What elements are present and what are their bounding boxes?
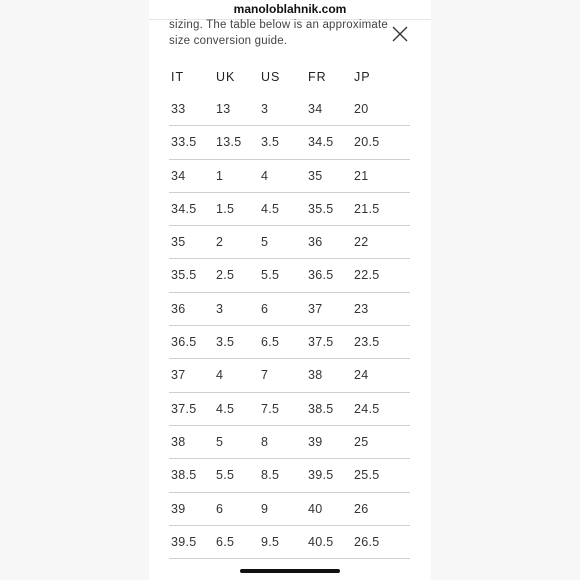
table-row [169, 193, 410, 226]
cell-us: 4.5 [261, 201, 280, 216]
cell-it: 37 [171, 368, 186, 383]
cell-jp: 21 [354, 168, 369, 183]
cell-fr: 37.5 [308, 335, 334, 350]
url-bar[interactable]: manoloblahnik.com [149, 0, 431, 18]
cell-it: 35 [171, 235, 186, 250]
cell-uk: 3.5 [216, 335, 235, 350]
table-row [169, 93, 410, 126]
cell-it: 35.5 [171, 268, 197, 283]
cell-us: 3.5 [261, 135, 280, 150]
size-conversion-table [169, 66, 410, 559]
cell-us: 3 [261, 102, 269, 116]
cell-fr: 34 [308, 102, 323, 116]
cell-fr: 40.5 [308, 534, 334, 549]
cell-us: 9 [261, 501, 269, 516]
cell-it: 38.5 [171, 468, 197, 483]
cell-it: 33.5 [171, 135, 197, 150]
cell-fr: 34.5 [308, 135, 334, 150]
cell-jp: 24 [354, 368, 369, 383]
cell-jp: 23 [354, 301, 369, 316]
cell-uk: 6.5 [216, 534, 235, 549]
header-jp: JP [354, 70, 371, 84]
cell-us: 5 [261, 235, 269, 250]
cell-jp: 21.5 [354, 201, 380, 216]
cell-it: 39.5 [171, 534, 197, 549]
cell-uk: 2.5 [216, 268, 235, 283]
cell-it: 37.5 [171, 401, 197, 416]
cell-jp: 20.5 [354, 135, 380, 150]
cell-uk: 3 [216, 301, 224, 316]
cell-it: 34 [171, 168, 186, 183]
cell-jp: 23.5 [354, 335, 380, 350]
cell-us: 4 [261, 168, 269, 183]
cell-fr: 40 [308, 501, 323, 516]
cell-jp: 22 [354, 235, 369, 250]
cell-uk: 13 [216, 102, 231, 116]
cell-jp: 24.5 [354, 401, 380, 416]
cell-fr: 38.5 [308, 401, 334, 416]
cell-fr: 38 [308, 368, 323, 383]
table-row [169, 359, 410, 392]
table-row [169, 459, 410, 492]
table-row [169, 526, 410, 559]
cell-jp: 25 [354, 434, 369, 449]
cell-jp: 20 [354, 102, 369, 116]
header-us: US [261, 70, 281, 84]
cell-fr: 39.5 [308, 468, 334, 483]
cell-fr: 36.5 [308, 268, 334, 283]
cell-it: 36 [171, 301, 186, 316]
table-header-row [169, 66, 410, 93]
cell-fr: 37 [308, 301, 323, 316]
cell-uk: 4.5 [216, 401, 235, 416]
table-row [169, 226, 410, 259]
cell-us: 7.5 [261, 401, 280, 416]
cell-us: 6.5 [261, 335, 280, 350]
table-row [169, 326, 410, 359]
cell-us: 5.5 [261, 268, 280, 283]
table-row [169, 160, 410, 193]
cell-uk: 2 [216, 235, 224, 250]
cell-it: 38 [171, 434, 186, 449]
table-row [169, 426, 410, 459]
cell-uk: 4 [216, 368, 224, 383]
cell-uk: 1.5 [216, 201, 235, 216]
cell-fr: 35.5 [308, 201, 334, 216]
home-indicator[interactable] [240, 569, 340, 573]
cell-us: 7 [261, 368, 269, 383]
cell-fr: 36 [308, 235, 323, 250]
cell-jp: 25.5 [354, 468, 380, 483]
table-row [169, 126, 410, 159]
cell-uk: 6 [216, 501, 224, 516]
cell-uk: 1 [216, 168, 224, 183]
cell-it: 39 [171, 501, 186, 516]
header-it: IT [171, 70, 185, 84]
cell-us: 8 [261, 434, 269, 449]
cell-it: 34.5 [171, 201, 197, 216]
table-row [169, 393, 410, 426]
cell-fr: 39 [308, 434, 323, 449]
table-row [169, 259, 410, 292]
cell-it: 36.5 [171, 335, 197, 350]
close-icon[interactable] [391, 25, 409, 43]
cell-uk: 13.5 [216, 135, 242, 150]
intro-text: sizing. The table below is an approximate size conversion guide. [169, 19, 388, 47]
table-row [169, 293, 410, 326]
cell-it: 33 [171, 102, 186, 116]
cell-jp: 22.5 [354, 268, 380, 283]
table-row [169, 493, 410, 526]
cell-jp: 26 [354, 501, 369, 516]
header-uk: UK [216, 70, 236, 84]
header-fr: FR [308, 70, 327, 84]
cell-uk: 5 [216, 434, 224, 449]
cell-fr: 35 [308, 168, 323, 183]
cell-us: 9.5 [261, 534, 280, 549]
cell-uk: 5.5 [216, 468, 235, 483]
cell-jp: 26.5 [354, 534, 380, 549]
cell-us: 6 [261, 301, 269, 316]
phone-screen [149, 0, 431, 580]
cell-us: 8.5 [261, 468, 280, 483]
